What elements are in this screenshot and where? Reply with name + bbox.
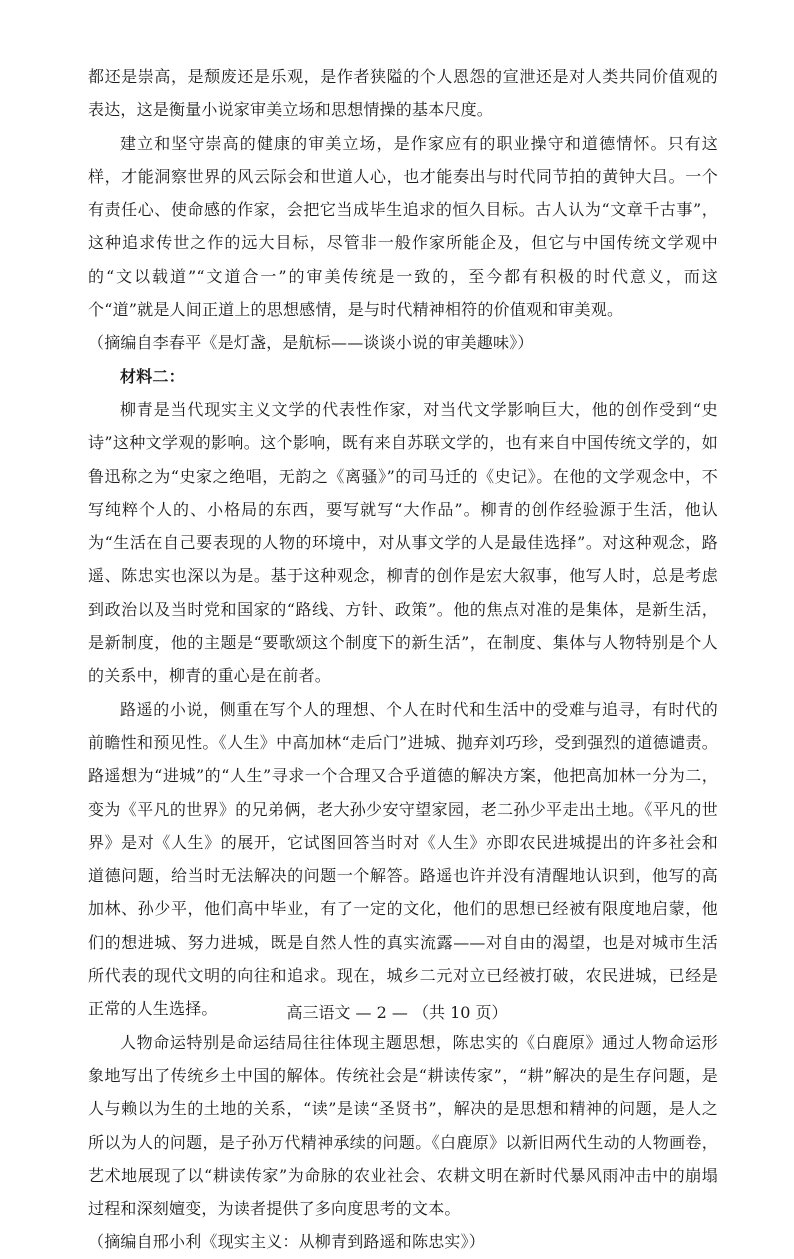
- material2-paragraph-1: 柳青是当代现实主义文学的代表性作家，对当代文学影响巨大，他的创作受到“史诗”这种文学观的影响。这个影响，既有来自苏联文学的，也有来自中国传统文学的，如鲁迅称之为“史家之绝唱，无韵之《离骚》”的司马迁的《史记》。在他的文学观念中，不写纯粹个人的、小格局的东西，要写就写“大作品”。柳青的创作经验源于生活，他认为“生活在自己要表现的人物的环境中，对从事文学的人是最佳选择”。对这种观念，路遥、陈忠实也深以为是。基于这种观念，柳青的创作是宏大叙事，他写人时，总是考虑到政治以及当时党和国家的“路线、方针、政策”。他的焦点对准的是集体，是新生活，是新制度，他的主题是“要歌颂这个制度下的新生活”，在制度、集体与人物特别是个人的关系中，柳青的重心是在前者。: [88, 399, 718, 686]
- material1-source: （摘编自李春平《是灯盏，是航标——谈谈小说的审美趣味》）: [88, 333, 534, 353]
- material2-label: 材料二：: [120, 366, 185, 386]
- material1-paragraph-1: 都还是崇高，是颓废还是乐观，是作者狭隘的个人恩怨的宣泄还是对人类共同价值观的表达，这是衡量小说家审美立场和思想情操的基本尺度。: [88, 67, 718, 120]
- material2-paragraph-2: 路遥的小说，侧重在写个人的理想、个人在时代和生活中的受难与追寻，有时代的前瞻性和预见性。《人生》中高加林“走后门”进城、抛弃刘巧珍，受到强烈的道德谴责。路遥想为“进城”的“人生”寻求一个合理又合乎道德的解决方案，他把高加林一分为二，变为《平凡的世界》的兄弟俩，老大孙少安守望家园，老二孙少平走出土地。《平凡的世界》是对《人生》的展开，它试图回答当时对《人生》亦即农民进城提出的许多社会和道德问题，给当时无法解决的问题一个解答。路遥也许并没有清醒地认识到，他写的高加林、孙少平，他们高中毕业，有了一定的文化，他们的思想已经被有限度地启蒙，他们的想进城、努力进城，既是自然人性的真实流露——对自由的渴望，也是对城市生活所代表的现代文明的向往和追求。现在，城乡二元对立已经被打破，农民进城，已经是正常的人生选择。: [88, 699, 718, 1019]
- page-footer: 高三语文 — 2 — （共 10 页）: [286, 1003, 508, 1022]
- material2-source: （摘编自邢小利《现实主义：从柳青到路遥和陈忠实》）: [88, 1232, 486, 1252]
- material1-paragraph-2: 建立和坚守崇高的健康的审美立场，是作家应有的职业操守和道德情怀。只有这样，才能洞察世界的风云际会和世道人心，也才能奏出与时代同节拍的黄钟大吕。一个有责任心、使命感的作家，会把它当成毕生追求的恒久目标。古人认为“文章千古事”，这种追求传世之作的远大目标，尽管非一般作家所能企及，但它与中国传统文学观中的“文以载道”“文道合一”的审美传统是一致的，至今都有积极的时代意义，而这个“道”就是人间正道上的思想感情，是与时代精神相符的价值观和审美观。: [88, 133, 718, 320]
- page-body: [88, 60, 718, 1259]
- material2-paragraph-3: 人物命运特别是命运结局往往体现主题思想，陈忠实的《白鹿原》通过人物命运形象地写出了传统乡土中国的解体。传统社会是“耕读传家”，“耕”解决的是生存问题，是人与赖以为生的土地的关系，“读”是读“圣贤书”，解决的是思想和精神的问题，是人之所以为人的问题，是子孙万代精神承续的问题。《白鹿原》以新旧两代生动的人物画卷，艺术地展现了以“耕读传家”为命脉的农业社会、农耕文明在新时代暴风雨冲击中的崩塌过程和深刻嬗变，为读者提供了多向度思考的文本。: [88, 1032, 718, 1219]
